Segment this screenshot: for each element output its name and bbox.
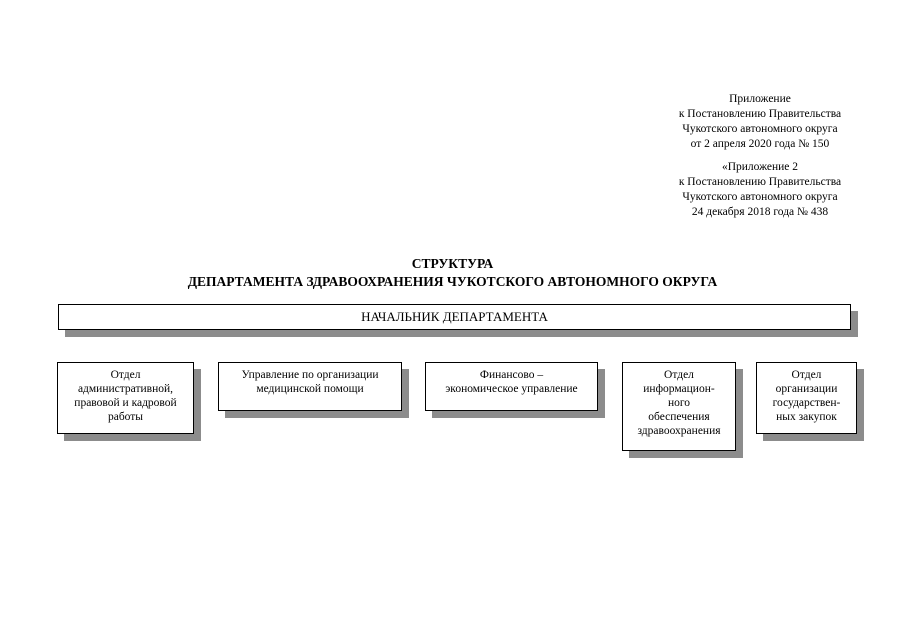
department-head-box bbox=[58, 304, 851, 330]
appendix-line: Чукотского автономного округа bbox=[682, 191, 838, 203]
appendix-line: «Приложение 2 bbox=[721, 161, 799, 173]
department-box-procurement bbox=[756, 362, 857, 434]
appendix-line: Приложение bbox=[729, 93, 791, 105]
department-box-admin-legal-hr bbox=[57, 362, 194, 434]
department-label-line: организации bbox=[775, 383, 838, 395]
department-box-medical-care bbox=[218, 362, 402, 411]
department-label-line: государствен- bbox=[772, 397, 841, 409]
page-subtitle: ДЕПАРТАМЕНТА ЗДРАВООХРАНЕНИЯ ЧУКОТСКОГО АВТОНОМНОГО ОКРУГА bbox=[187, 274, 718, 289]
appendix-line: от 2 апреля 2020 года № 150 bbox=[690, 138, 830, 150]
department-label-line: Отдел bbox=[664, 369, 694, 381]
department-label-line: Отдел bbox=[110, 369, 141, 381]
appendix-line: Чукотского автономного округа bbox=[682, 123, 838, 135]
department-label-line: Отдел bbox=[791, 369, 822, 381]
department-label-line: информацион- bbox=[643, 383, 715, 395]
appendix-header-original bbox=[640, 160, 880, 220]
department-label-line: медицинской помощи bbox=[256, 383, 364, 395]
department-box-finance-economics bbox=[425, 362, 598, 411]
department-label-line: экономическое управление bbox=[445, 383, 578, 395]
department-label-line: обеспечения bbox=[648, 411, 710, 423]
department-head-label: НАЧАЛЬНИК ДЕПАРТАМЕНТА bbox=[361, 309, 548, 324]
appendix-line: к Постановлению Правительства bbox=[678, 176, 842, 188]
appendix-line: 24 декабря 2018 года № 438 bbox=[691, 206, 829, 218]
page-title: СТРУКТУРА bbox=[411, 256, 494, 271]
department-label-line: ных закупок bbox=[776, 411, 837, 423]
appendix-header-current bbox=[640, 92, 880, 152]
department-box-information-support bbox=[622, 362, 736, 451]
department-label-line: ного bbox=[667, 397, 691, 409]
appendix-line: к Постановлению Правительства bbox=[678, 108, 842, 120]
department-label-line: Финансово – bbox=[479, 369, 544, 381]
department-label-line: здравоохранения bbox=[637, 425, 721, 437]
department-label-line: правовой и кадровой bbox=[74, 397, 177, 409]
department-label-line: работы bbox=[107, 411, 144, 423]
department-label-line: Управление по организации bbox=[241, 369, 379, 381]
department-label-line: административной, bbox=[77, 383, 174, 395]
